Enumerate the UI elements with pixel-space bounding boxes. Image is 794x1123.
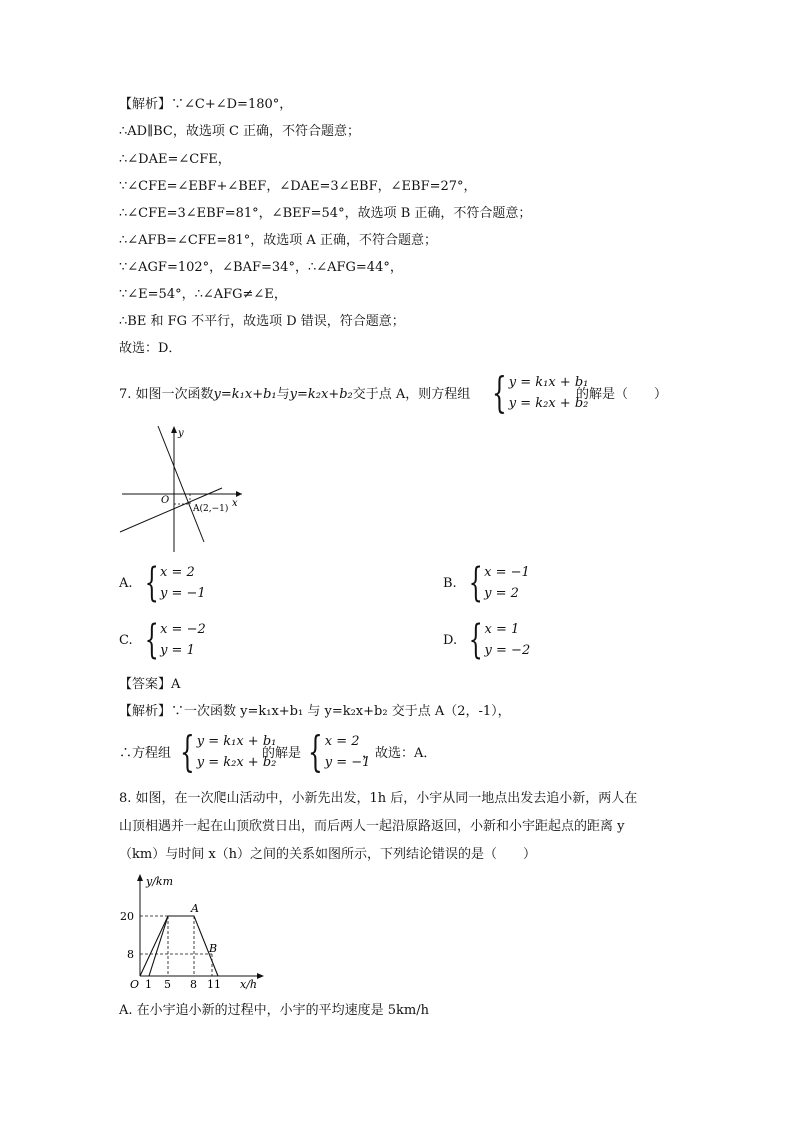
stem-end: 的解是（ ） <box>576 387 668 402</box>
solution-line: ∵∠AGF=102°，∠BAF=34°，∴∠AFG=44°， <box>119 260 403 275</box>
option-x: x = −2 <box>160 622 206 637</box>
equation-2: y = k₂x + b₂ <box>196 755 277 770</box>
option-y: y = −2 <box>484 643 531 658</box>
solution-line: ∵∠CFE=∠EBF+∠BEF，∠DAE=3∠EBF，∠EBF=27°， <box>119 179 477 194</box>
solution-line: ∴BE 和 FG 不平行，故选项 D 错误，符合题意； <box>119 314 405 329</box>
answer: 【答案】A <box>119 677 181 692</box>
option-x: x = 1 <box>484 622 520 637</box>
option-y: y = 2 <box>484 586 519 601</box>
distance-time-graph <box>112 870 272 992</box>
y-axis-arrow <box>171 426 177 433</box>
xiaoyu-path <box>149 916 168 976</box>
origin-label: O <box>130 978 140 991</box>
solution-system <box>302 727 371 776</box>
analysis-line: 【解析】∵一次函数 y=k₁x+b₁ 与 y=k₂x+b₂ 交于点 A（2，-1）， <box>119 704 511 719</box>
y-axis-arrow <box>137 874 143 881</box>
option-label: C. <box>119 632 133 648</box>
point-a-label: A(2,−1) <box>193 504 229 514</box>
x-axis-arrow <box>257 973 264 979</box>
analysis-system <box>174 727 277 776</box>
origin-label: O <box>161 495 170 506</box>
x-label: x <box>232 498 238 509</box>
x-tick-11: 11 <box>207 978 221 991</box>
x-tick-5: 5 <box>164 978 171 991</box>
solution-line: 故选：D． <box>119 341 182 356</box>
function-1: y=k₁x+b₁ <box>213 387 277 402</box>
y-tick-8: 8 <box>127 948 134 961</box>
stem-text: 7. 如图一次函数 <box>119 387 214 402</box>
x-tick-8: 8 <box>190 978 197 991</box>
option-y: y = 1 <box>160 643 195 658</box>
solution-line: ∴∠AFB=∠CFE=81°，故选项 A 正确，不符合题意； <box>119 233 437 248</box>
solution-y: y = −1 <box>324 755 371 770</box>
solution-line: 【解析】∵∠C+∠D=180°， <box>119 97 293 112</box>
equation-1: y = k₁x + b₁ <box>196 734 277 749</box>
x-tick-1: 1 <box>145 978 152 991</box>
option-a[interactable]: A. 在小宇追小新的过程中，小宇的平均速度是 5km/h <box>119 1003 430 1018</box>
equation-1: y = k₁x + b₁ <box>508 375 589 390</box>
function-graph <box>118 422 248 557</box>
brace: { <box>468 560 483 606</box>
solution-line: ∴∠DAE=∠CFE， <box>119 152 231 167</box>
question-8-line: 山顶相遇并一起在山顶欣赏日出，而后两人一起沿原路返回，小新和小宇距起点的距离 y <box>119 819 625 834</box>
function-2: y=k₂x+b₂ <box>289 387 353 402</box>
y-label: y <box>178 428 184 439</box>
option-b[interactable] <box>443 562 530 604</box>
option-y: y = −1 <box>159 586 206 601</box>
line-1 <box>158 426 204 542</box>
brace: { <box>308 727 323 776</box>
stem-text: 与 <box>276 387 290 402</box>
solution-line: ∴∠CFE=3∠EBF=81°，∠BEF=54°，故选项 B 正确，不符合题意； <box>119 206 532 221</box>
option-label: B. <box>443 575 457 591</box>
option-label: D. <box>443 632 458 648</box>
analysis-pre: ∴方程组 <box>119 746 172 761</box>
y-label: y/km <box>146 875 174 888</box>
analysis-mid: 的解是 <box>262 746 302 761</box>
y-tick-20: 20 <box>120 910 134 923</box>
solution-line: ∵∠E=54°，∴∠AFG≠∠E， <box>119 287 287 302</box>
equation-system <box>486 368 589 417</box>
question-7-stem <box>119 386 470 404</box>
point-a-label: A <box>191 902 199 915</box>
brace: { <box>144 560 159 606</box>
brace: { <box>180 727 195 776</box>
option-label: A. <box>119 575 133 591</box>
option-a[interactable] <box>119 562 206 604</box>
equation-2: y = k₂x + b₂ <box>508 396 589 411</box>
x-axis-arrow <box>236 491 242 497</box>
question-8-line: （km）与时间 x（h）之间的关系如图所示，下列结论错误的是（ ） <box>119 847 537 862</box>
analysis-post: ，故选：A． <box>362 746 437 761</box>
option-c[interactable] <box>119 619 206 661</box>
option-d[interactable] <box>443 619 530 661</box>
point-b-label: B <box>209 942 218 955</box>
brace: { <box>468 617 483 663</box>
solution-line: ∴AD∥BC，故选项 C 正确，不符合题意； <box>119 124 361 139</box>
option-x: x = −1 <box>484 565 530 580</box>
brace: { <box>492 368 507 417</box>
question-8-line: 8. 如图，在一次爬山活动中，小新先出发，1h 后，小宇从同一地点出发去追小新，两人在 <box>119 791 638 806</box>
solution-x: x = 2 <box>324 734 360 749</box>
brace: { <box>144 617 159 663</box>
option-x: x = 2 <box>159 565 195 580</box>
stem-text: 交于点 A，则方程组 <box>352 387 471 402</box>
x-label: x/h <box>240 978 257 991</box>
